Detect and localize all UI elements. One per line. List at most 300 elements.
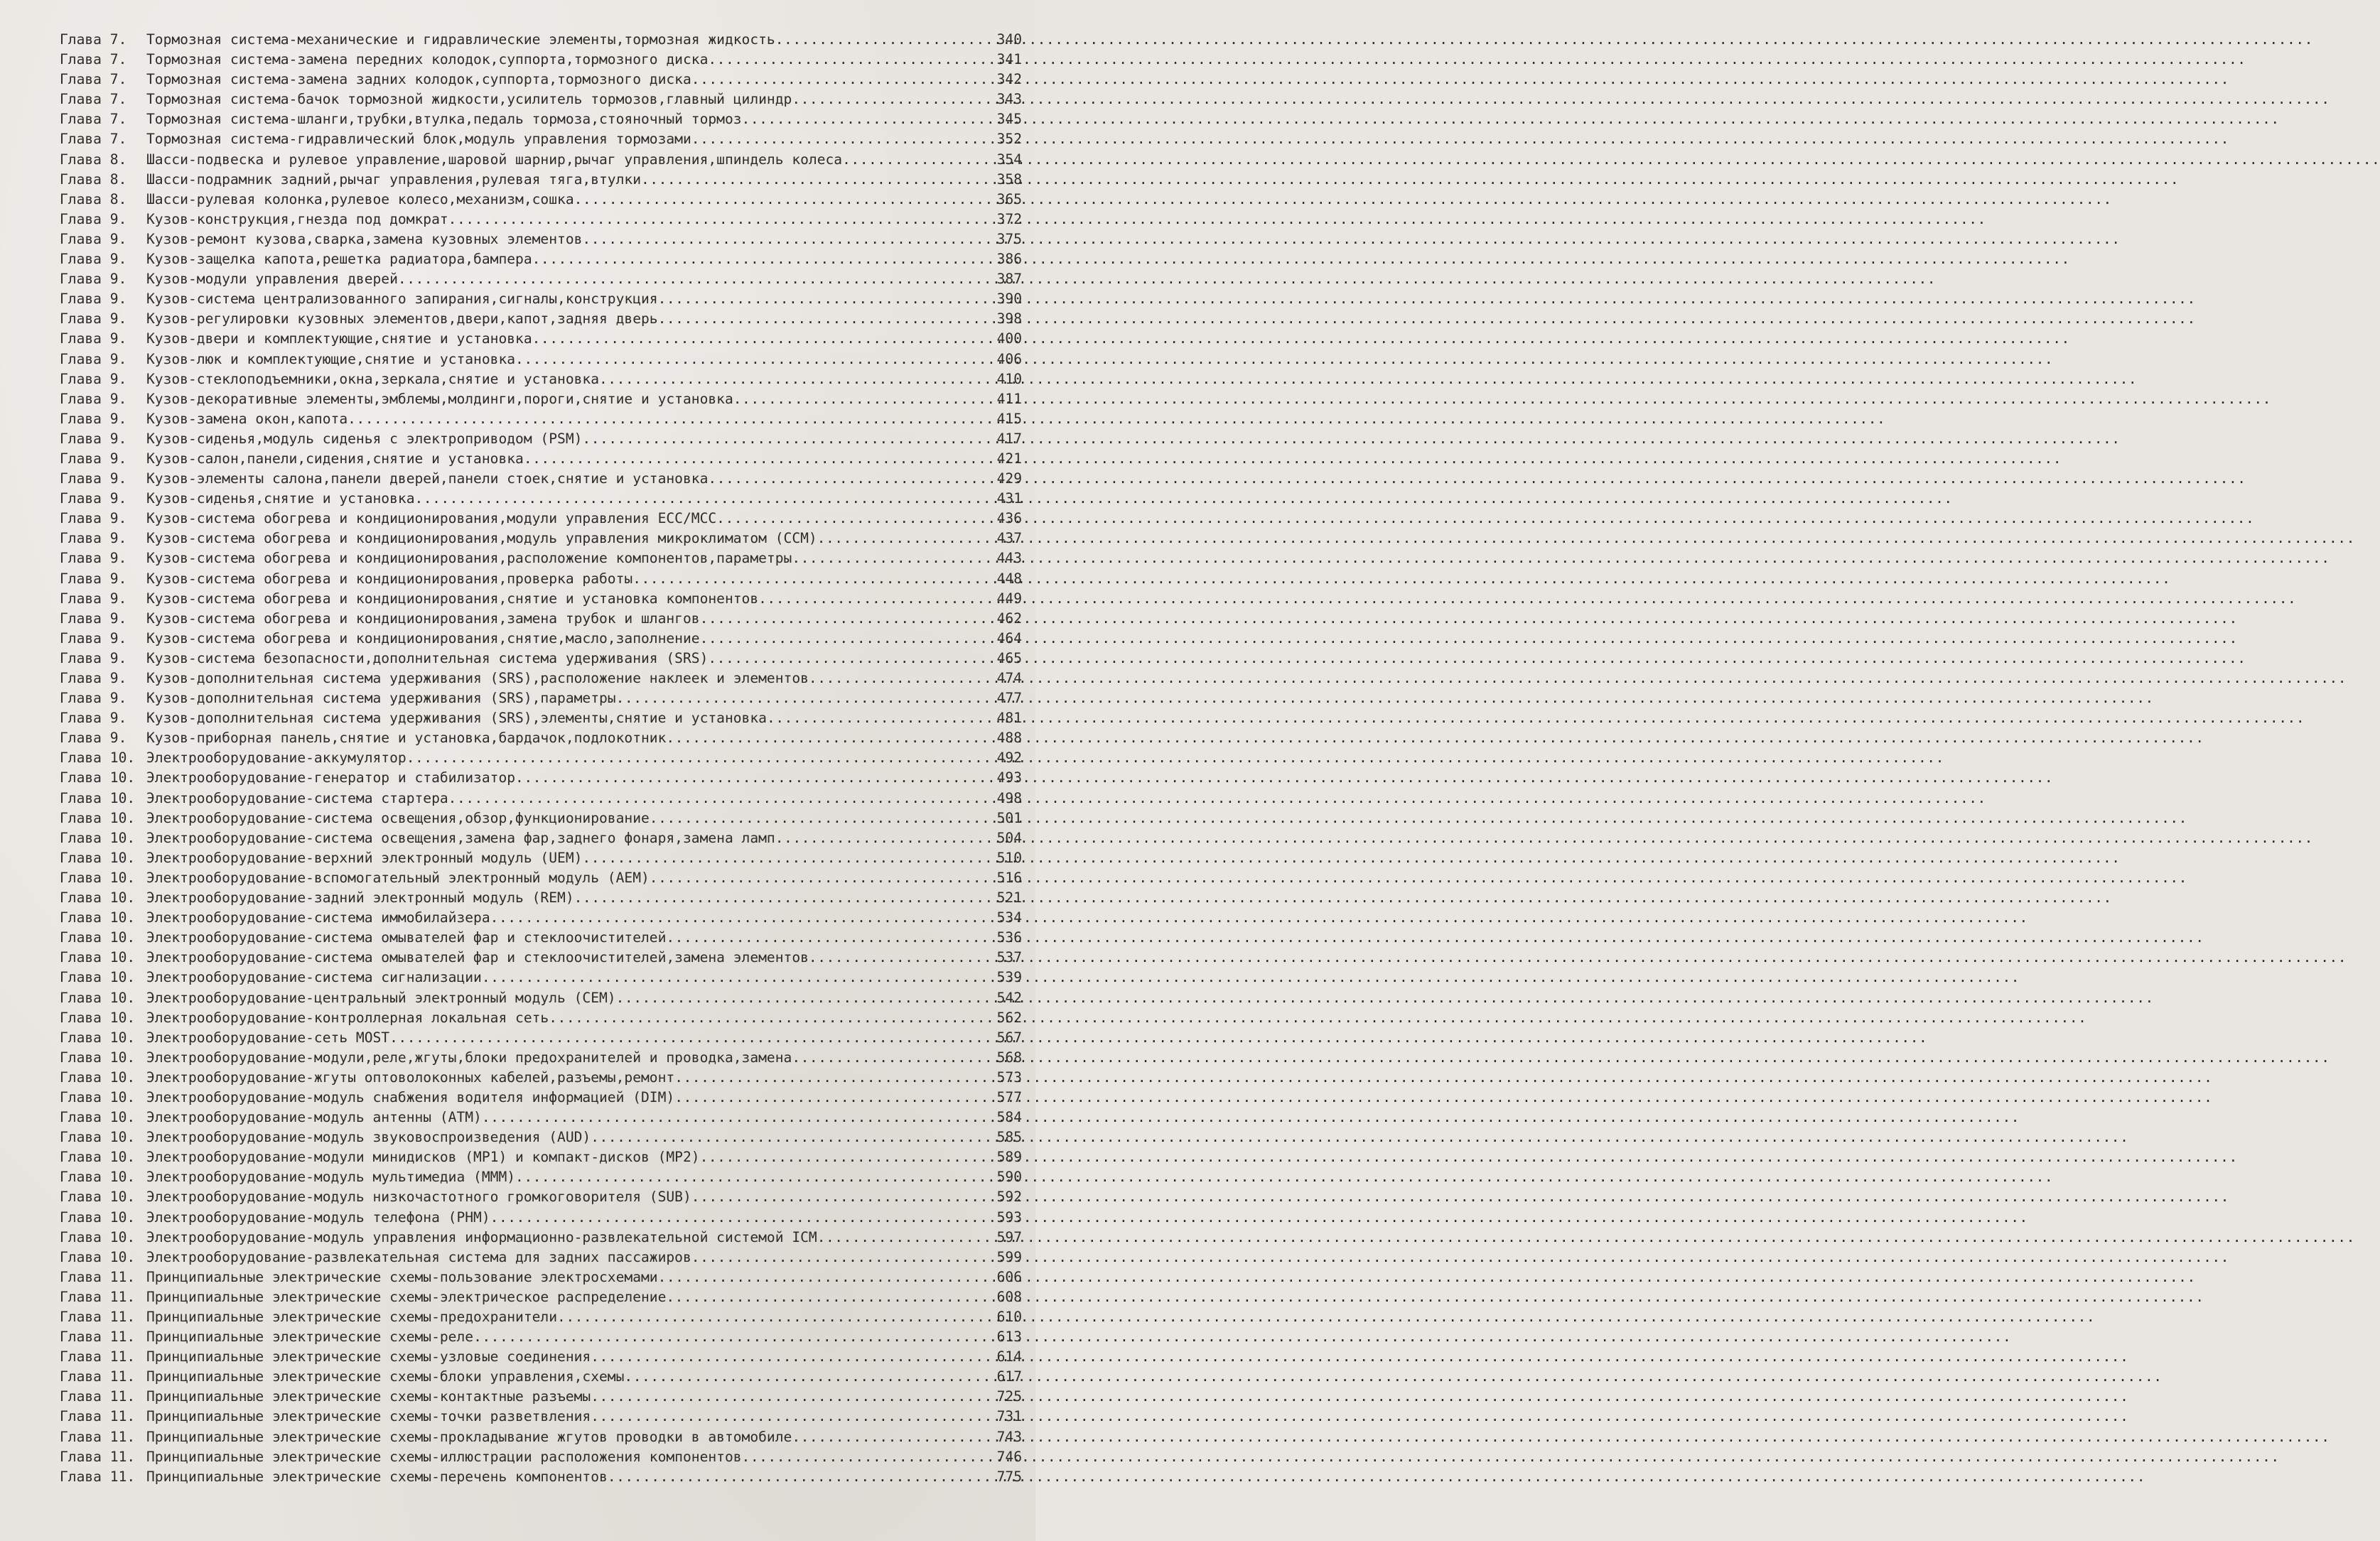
toc-entry	[60, 1048, 1022, 1068]
toc-entry	[60, 1387, 1022, 1407]
toc-entry	[60, 1228, 1022, 1248]
toc-section-title: Тормозная система-замена задних колодок,суппорта,тормозного диска	[146, 71, 691, 88]
toc-entry	[60, 90, 1022, 109]
toc-chapter-label: Глава 9.	[60, 390, 127, 407]
toc-entry	[60, 768, 1022, 788]
dot-leader	[742, 109, 988, 129]
toc-chapter-label: Глава 9.	[60, 310, 127, 328]
toc-page-number: 481	[996, 710, 1022, 727]
toc-page-number: 562	[996, 1009, 1022, 1026]
toc-page-number: 567	[996, 1029, 1022, 1046]
toc-section-title: Электрооборудование-развлекательная система для задних пассажиров	[146, 1248, 691, 1265]
toc-entry	[60, 1407, 1022, 1427]
toc-section-title: Шасси-подвеска и рулевое управление,шаровой шарнир,рычаг управления,шпиндель колеса	[146, 151, 843, 168]
dot-leader	[700, 609, 988, 629]
toc-page-number: 610	[996, 1309, 1022, 1325]
dot-leader	[482, 968, 988, 988]
toc-entry	[60, 369, 1022, 389]
toc-chapter-label: Глава 10.	[60, 769, 136, 786]
toc-page-number: 577	[996, 1088, 1022, 1105]
toc-chapter-label: Глава 8.	[60, 171, 127, 188]
toc-section-title: Принципиальные электрические схемы-блоки управления,схемы	[146, 1368, 625, 1385]
dot-leader	[591, 1128, 988, 1147]
toc-chapter-label: Глава 10.	[60, 869, 136, 886]
toc-entry	[60, 968, 1022, 988]
dot-leader	[473, 1327, 988, 1347]
toc-chapter-label: Глава 10.	[60, 829, 136, 846]
dot-leader	[691, 129, 988, 149]
toc-chapter-label: Глава 7.	[60, 31, 127, 48]
toc-section-title: Электрооборудование-верхний электронный модуль (UEM)	[146, 849, 583, 866]
dot-leader	[767, 708, 988, 728]
dot-leader	[775, 30, 988, 50]
toc-entry	[60, 1307, 1022, 1327]
dot-leader	[658, 1267, 988, 1287]
toc-chapter-label: Глава 10.	[60, 890, 136, 907]
toc-entry	[60, 1128, 1022, 1147]
toc-section-title: Электрооборудование-система сигнализации	[146, 969, 482, 986]
toc-entry	[60, 350, 1022, 369]
toc-chapter-label: Глава 7.	[60, 71, 127, 88]
toc-page-number: 477	[996, 690, 1022, 707]
toc-entry	[60, 1427, 1022, 1447]
toc-page-number: 537	[996, 949, 1022, 966]
toc-entry	[60, 129, 1022, 149]
toc-entry	[60, 1327, 1022, 1347]
dot-leader	[532, 249, 988, 269]
toc-entry	[60, 1147, 1022, 1167]
toc-page-number: 613	[996, 1329, 1022, 1346]
toc-section-title: Кузов-система централизованного запирания,сигналы,конструкция	[146, 291, 658, 308]
toc-section-title: Кузов-элементы салона,панели дверей,панели стоек,снятие и установка	[146, 470, 709, 487]
dot-leader	[792, 1427, 988, 1447]
dot-leader	[792, 1048, 988, 1068]
toc-section-title: Кузов-защелка капота,решетка радиатора,бампера	[146, 251, 532, 268]
toc-chapter-label: Глава 9.	[60, 330, 127, 347]
toc-page-number: 352	[996, 131, 1022, 148]
toc-chapter-label: Глава 10.	[60, 1169, 136, 1186]
toc-entry	[60, 868, 1022, 888]
toc-section-title: Принципиальные электрические схемы-пользование электросхемами	[146, 1268, 658, 1285]
dot-leader	[700, 629, 988, 649]
toc-section-title: Электрооборудование-модуль телефона (PHM)	[146, 1209, 490, 1226]
toc-section-title: Электрооборудование-система омывателей фар и стеклоочистителей	[146, 929, 667, 946]
toc-section-title: Электрооборудование-жгуты оптоволоконных кабелей,разъемы,ремонт	[146, 1069, 675, 1086]
toc-chapter-label: Глава 11.	[60, 1388, 136, 1405]
toc-page-number: 493	[996, 769, 1022, 786]
dot-leader	[674, 1068, 988, 1088]
dot-leader	[650, 809, 988, 828]
toc-entry	[60, 629, 1022, 649]
toc-chapter-label: Глава 9.	[60, 450, 127, 467]
toc-entry	[60, 828, 1022, 848]
toc-chapter-label: Глава 9.	[60, 710, 127, 727]
toc-page-number: 443	[996, 550, 1022, 567]
toc-entry	[60, 1447, 1022, 1467]
dot-leader	[792, 90, 988, 109]
toc-chapter-label: Глава 7.	[60, 131, 127, 148]
toc-section-title: Электрооборудование-генератор и стабилизатор	[146, 769, 516, 786]
toc-section-title: Кузов-дополнительная система удерживания (SRS),элементы,снятие и установка	[146, 710, 767, 727]
toc-chapter-label: Глава 9.	[60, 670, 127, 686]
toc-chapter-label: Глава 9.	[60, 649, 127, 666]
toc-section-title: Кузов-двери и комплектующие,снятие и установка	[146, 330, 532, 347]
toc-page-number: 406	[996, 350, 1022, 367]
toc-section-title: Электрооборудование-модуль звуковоспроизведения (AUD)	[146, 1129, 591, 1146]
toc-section-title: Тормозная система-шланги,трубки,втулка,педаль тормоза,стояночный тормоз	[146, 111, 742, 128]
toc-page-number: 539	[996, 969, 1022, 986]
toc-page-number: 501	[996, 809, 1022, 826]
toc-entry	[60, 669, 1022, 688]
dot-leader	[658, 309, 988, 329]
toc-chapter-label: Глава 10.	[60, 1029, 136, 1046]
dot-leader	[775, 828, 988, 848]
toc-page-number: 354	[996, 151, 1022, 168]
toc-entry	[60, 809, 1022, 828]
toc-entry	[60, 509, 1022, 529]
dot-leader	[666, 728, 988, 748]
toc-entry	[60, 389, 1022, 409]
toc-page-number: 429	[996, 470, 1022, 487]
toc-chapter-label: Глава 9.	[60, 430, 127, 447]
toc-page-number: 492	[996, 750, 1022, 767]
toc-section-title: Тормозная система-гидравлический блок,модуль управления тормозами	[146, 131, 691, 148]
toc-chapter-label: Глава 9.	[60, 410, 127, 427]
toc-chapter-label: Глава 9.	[60, 490, 127, 507]
toc-entry	[60, 309, 1022, 329]
toc-page-number: 510	[996, 849, 1022, 866]
toc-page-number: 585	[996, 1129, 1022, 1146]
toc-section-title: Кузов-ремонт кузова,сварка,замена кузовных элементов	[146, 230, 583, 247]
toc-page-number: 516	[996, 869, 1022, 886]
toc-entry	[60, 30, 1022, 50]
toc-chapter-label: Глава 9.	[60, 550, 127, 567]
toc-chapter-label: Глава 11.	[60, 1268, 136, 1285]
toc-page-number: 589	[996, 1149, 1022, 1166]
toc-section-title: Электрооборудование-модуль снабжения водителя информацией (DIM)	[146, 1088, 675, 1105]
toc-entry	[60, 170, 1022, 190]
toc-page-number: 343	[996, 91, 1022, 108]
toc-section-title: Кузов-декоративные элементы,эмблемы,молдинги,пороги,снятие и установка	[146, 390, 733, 407]
toc-section-title: Кузов-система обогрева и кондиционирования,модуль управления микроклиматом (CCM)	[146, 530, 817, 547]
toc-chapter-label: Глава 10.	[60, 1069, 136, 1086]
toc-entry	[60, 609, 1022, 629]
toc-page-number: 573	[996, 1069, 1022, 1086]
dot-leader	[524, 449, 988, 469]
dot-leader	[624, 1367, 988, 1387]
dot-leader	[549, 1008, 988, 1028]
toc-chapter-label: Глава 11.	[60, 1348, 136, 1366]
toc-page-number: 340	[996, 31, 1022, 48]
toc-entry	[60, 210, 1022, 229]
toc-entry	[60, 888, 1022, 908]
toc-page-number: 462	[996, 610, 1022, 627]
toc-entry	[60, 289, 1022, 309]
toc-entry	[60, 269, 1022, 289]
toc-entry	[60, 848, 1022, 868]
toc-entry	[60, 249, 1022, 269]
toc-entry	[60, 529, 1022, 548]
toc-page-number: 386	[996, 251, 1022, 268]
toc-entry	[60, 908, 1022, 928]
toc-entry	[60, 469, 1022, 489]
toc-page-number: 345	[996, 111, 1022, 128]
toc-chapter-label: Глава 10.	[60, 1129, 136, 1146]
toc-page-number: 590	[996, 1169, 1022, 1186]
toc-page-number: 606	[996, 1268, 1022, 1285]
toc-section-title: Электрооборудование-вспомогательный электронный модуль (AEM)	[146, 869, 650, 886]
toc-section-title: Тормозная система-замена передних колодок,суппорта,тормозного диска	[146, 51, 709, 68]
toc-section-title: Кузов-сиденья,снятие и установка	[146, 490, 415, 507]
toc-page-number: 342	[996, 71, 1022, 88]
toc-section-title: Принципиальные электрические схемы-иллюстрации расположения компонентов	[146, 1448, 742, 1465]
toc-page-number: 488	[996, 730, 1022, 747]
toc-section-title: Кузов-система обогрева и кондиционирования,снятие,масло,заполнение	[146, 629, 700, 647]
dot-leader	[708, 469, 988, 489]
toc-section-title: Кузов-система обогрева и кондиционирования,проверка работы	[146, 570, 633, 587]
toc-chapter-label: Глава 11.	[60, 1329, 136, 1346]
toc-section-title: Электрооборудование-сеть MOST	[146, 1029, 390, 1046]
toc-page-number: 387	[996, 271, 1022, 288]
toc-entry	[60, 429, 1022, 449]
dot-leader	[482, 1108, 988, 1128]
toc-chapter-label: Глава 9.	[60, 210, 127, 227]
dot-leader	[616, 988, 988, 1008]
toc-section-title: Кузов-люк и комплектующие,снятие и установка	[146, 350, 516, 367]
toc-entry	[60, 109, 1022, 129]
toc-page-number: 746	[996, 1448, 1022, 1465]
toc-page-number: 358	[996, 171, 1022, 188]
dot-leader	[666, 928, 988, 948]
dot-leader	[666, 1287, 988, 1307]
toc-entry	[60, 988, 1022, 1008]
toc-page-number: 536	[996, 929, 1022, 946]
toc-entry	[60, 789, 1022, 809]
dot-leader	[632, 569, 988, 589]
toc-section-title: Принципиальные электрические схемы-прокладывание жгутов проводки в автомобиле	[146, 1428, 792, 1445]
toc-chapter-label: Глава 9.	[60, 370, 127, 387]
toc-chapter-label: Глава 9.	[60, 510, 127, 527]
dot-leader	[674, 1088, 988, 1108]
toc-entry	[60, 50, 1022, 70]
toc-chapter-label: Глава 10.	[60, 1049, 136, 1066]
toc-entry	[60, 1088, 1022, 1108]
toc-chapter-label: Глава 10.	[60, 969, 136, 986]
toc-page-number: 431	[996, 490, 1022, 507]
dot-leader	[582, 429, 988, 449]
toc-entry	[60, 489, 1022, 509]
toc-page-number: 584	[996, 1109, 1022, 1126]
toc-entry	[60, 329, 1022, 349]
toc-page-number: 415	[996, 410, 1022, 427]
toc-chapter-label: Глава 9.	[60, 251, 127, 268]
toc-section-title: Шасси-подрамник задний,рычаг управления,рулевая тяга,втулки	[146, 171, 641, 188]
toc-entry	[60, 1187, 1022, 1207]
toc-section-title: Кузов-стеклоподъемники,окна,зеркала,снятие и установка	[146, 370, 600, 387]
toc-entry	[60, 948, 1022, 968]
toc-page-number: 597	[996, 1228, 1022, 1245]
dot-leader	[658, 289, 988, 309]
toc-page-number: 436	[996, 510, 1022, 527]
toc-section-title: Кузов-дополнительная система удерживания (SRS),параметры	[146, 690, 616, 707]
toc-chapter-label: Глава 11.	[60, 1309, 136, 1325]
dot-leader	[691, 70, 988, 90]
toc-page-number: 474	[996, 670, 1022, 686]
toc-page-number: 599	[996, 1248, 1022, 1265]
toc-page-number: 341	[996, 51, 1022, 68]
toc-entry	[60, 1347, 1022, 1367]
toc-section-title: Кузов-система обогрева и кондиционирования,замена трубок и шлангов	[146, 610, 700, 627]
toc-chapter-label: Глава 10.	[60, 989, 136, 1006]
toc-section-title: Принципиальные электрические схемы-предохранители	[146, 1309, 558, 1325]
toc-page-number: 365	[996, 190, 1022, 207]
dot-leader	[742, 1447, 988, 1467]
dot-leader	[515, 768, 988, 788]
toc-chapter-label: Глава 9.	[60, 230, 127, 247]
dot-leader	[708, 649, 988, 669]
toc-section-title: Кузов-регулировки кузовных элементов,двери,капот,задняя дверь	[146, 310, 658, 328]
dot-leader	[708, 50, 988, 70]
toc-page-number: 775	[996, 1468, 1022, 1485]
toc-entry	[60, 569, 1022, 589]
toc-page-number: 617	[996, 1368, 1022, 1385]
toc-page-number: 725	[996, 1388, 1022, 1405]
toc-page-number: 390	[996, 291, 1022, 308]
toc-chapter-label: Глава 10.	[60, 1189, 136, 1206]
dot-leader	[448, 789, 988, 809]
dot-leader	[817, 1228, 988, 1248]
dot-leader	[574, 190, 988, 210]
toc-section-title: Электрооборудование-центральный электронный модуль (CEM)	[146, 989, 616, 1006]
toc-entry	[60, 1287, 1022, 1307]
toc-chapter-label: Глава 10.	[60, 789, 136, 806]
toc-page-number: 398	[996, 310, 1022, 328]
toc-chapter-label: Глава 9.	[60, 470, 127, 487]
toc-section-title: Кузов-система обогрева и кондиционирования,модули управления ECC/MCC	[146, 510, 717, 527]
toc-page-number: 375	[996, 230, 1022, 247]
toc-section-title: Кузов-конструкция,гнезда под домкрат	[146, 210, 448, 227]
toc-chapter-label: Глава 7.	[60, 91, 127, 108]
toc-chapter-label: Глава 7.	[60, 51, 127, 68]
toc-section-title: Принципиальные электрические схемы-контактные разъемы	[146, 1388, 591, 1405]
toc-page-number: 593	[996, 1209, 1022, 1226]
toc-section-title: Принципиальные электрические схемы-точки разветвления	[146, 1408, 591, 1425]
toc-chapter-label: Глава 11.	[60, 1428, 136, 1445]
toc-chapter-label: Глава 11.	[60, 1468, 136, 1485]
toc-page-number: 417	[996, 430, 1022, 447]
toc-entry	[60, 409, 1022, 429]
dot-leader	[599, 369, 988, 389]
toc-page-number: 504	[996, 829, 1022, 846]
toc-page-number: 449	[996, 590, 1022, 607]
toc-section-title: Кузов-модули управления дверей	[146, 271, 398, 288]
toc-page-number: 410	[996, 370, 1022, 387]
dot-leader	[792, 548, 988, 568]
dot-leader	[448, 210, 988, 229]
toc-section-title: Кузов-система безопасности,дополнительная система удерживания (SRS)	[146, 649, 709, 666]
dot-leader	[809, 948, 988, 968]
toc-section-title: Тормозная система-механические и гидравлические элементы,тормозная жидкость	[146, 31, 775, 48]
toc-chapter-label: Глава 8.	[60, 151, 127, 168]
toc-page-number: 400	[996, 330, 1022, 347]
toc-entry	[60, 229, 1022, 249]
dot-leader	[574, 888, 988, 908]
toc-section-title: Электрооборудование-модуль низкочастотного громкоговорителя (SUB)	[146, 1189, 691, 1206]
toc-page-number: 498	[996, 789, 1022, 806]
toc-entry	[60, 70, 1022, 90]
toc-page-number: 465	[996, 649, 1022, 666]
toc-chapter-label: Глава 11.	[60, 1368, 136, 1385]
dot-leader	[817, 529, 988, 548]
toc-entry	[60, 589, 1022, 609]
dot-leader	[490, 1208, 988, 1228]
toc-entry	[60, 1008, 1022, 1028]
toc-chapter-label: Глава 10.	[60, 909, 136, 926]
toc-entry	[60, 1208, 1022, 1228]
toc-section-title: Электрооборудование-задний электронный модуль (REM)	[146, 890, 574, 907]
toc-section-title: Электрооборудование-модули минидисков (MP1) и компакт-дисков (MP2)	[146, 1149, 700, 1166]
toc-chapter-label: Глава 10.	[60, 1088, 136, 1105]
toc-chapter-label: Глава 11.	[60, 1448, 136, 1465]
dot-leader	[591, 1347, 988, 1367]
toc-page-number: 372	[996, 210, 1022, 227]
dot-leader	[557, 1307, 988, 1327]
toc-chapter-label: Глава 9.	[60, 350, 127, 367]
toc-page-number: 521	[996, 890, 1022, 907]
dot-leader	[515, 1167, 988, 1187]
dot-leader	[758, 589, 988, 609]
toc-chapter-label: Глава 10.	[60, 750, 136, 767]
dot-leader	[406, 748, 988, 768]
toc-entry	[60, 1028, 1022, 1048]
toc-page-number: 608	[996, 1288, 1022, 1305]
toc-chapter-label: Глава 10.	[60, 1149, 136, 1166]
toc-section-title: Электрооборудование-модули,реле,жгуты,блоки предохранителей и проводка,замена	[146, 1049, 792, 1066]
toc-section-title: Кузов-сиденья,модуль сиденья с электроприводом (PSM)	[146, 430, 583, 447]
toc-entry	[60, 728, 1022, 748]
toc-entry	[60, 688, 1022, 708]
toc-section-title: Электрооборудование-аккумулятор	[146, 750, 406, 767]
dot-leader	[532, 329, 988, 349]
toc-chapter-label: Глава 9.	[60, 629, 127, 647]
toc-entry	[60, 1068, 1022, 1088]
toc-page-number: 421	[996, 450, 1022, 467]
toc-entry	[60, 1467, 1022, 1487]
toc-entry	[60, 1267, 1022, 1287]
table-of-contents	[60, 30, 1022, 1487]
toc-section-title: Принципиальные электрические схемы-электрическое распределение	[146, 1288, 667, 1305]
dot-leader	[700, 1147, 988, 1167]
toc-section-title: Кузов-замена окон,капота	[146, 410, 348, 427]
dot-leader	[591, 1387, 988, 1407]
toc-chapter-label: Глава 11.	[60, 1408, 136, 1425]
toc-chapter-label: Глава 10.	[60, 1009, 136, 1026]
toc-page-number: 614	[996, 1348, 1022, 1366]
toc-chapter-label: Глава 10.	[60, 849, 136, 866]
toc-section-title: Принципиальные электрические схемы-узловые соединения	[146, 1348, 591, 1366]
toc-entry	[60, 190, 1022, 210]
toc-section-title: Кузов-дополнительная система удерживания (SRS),расположение наклеек и элементов	[146, 670, 809, 686]
toc-section-title: Электрооборудование-модуль антенны (ATM)	[146, 1109, 482, 1126]
toc-chapter-label: Глава 10.	[60, 1109, 136, 1126]
toc-chapter-label: Глава 9.	[60, 530, 127, 547]
toc-section-title: Принципиальные электрические схемы-реле	[146, 1329, 474, 1346]
dot-leader	[389, 1028, 988, 1048]
toc-chapter-label: Глава 9.	[60, 610, 127, 627]
toc-chapter-label: Глава 9.	[60, 570, 127, 587]
toc-entry	[60, 1108, 1022, 1128]
toc-page-number: 448	[996, 570, 1022, 587]
